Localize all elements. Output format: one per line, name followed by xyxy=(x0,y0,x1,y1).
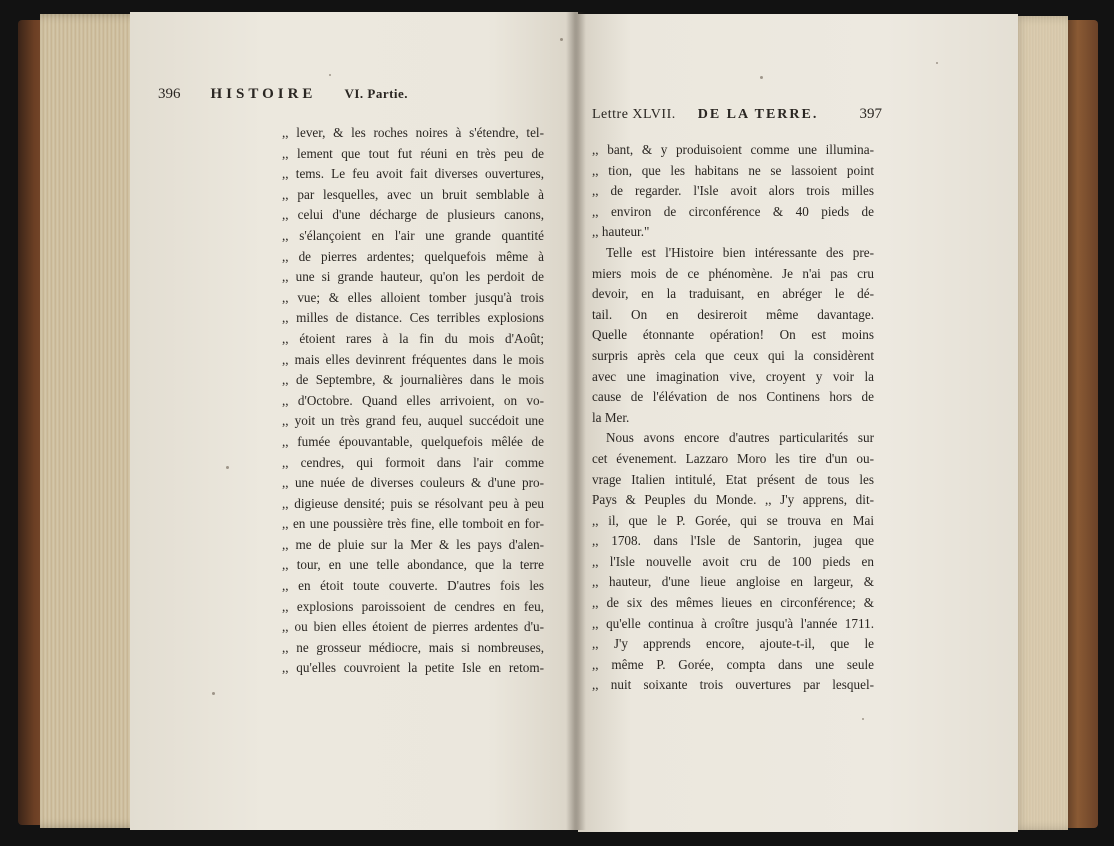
text-line: ,, il, que le P. Gorée, qui se trouva en Mai xyxy=(592,512,874,528)
text-line: ,, tour, en une telle abondance, que la terre xyxy=(282,557,544,573)
text-line: tail. On en desireroit même davantage. xyxy=(592,306,874,322)
text-line: ,, lever, & les roches noires à s'étendre, tel- xyxy=(282,125,544,140)
text-line: ,, environ de circonférence & 40 pieds de xyxy=(592,203,874,219)
right-page-header xyxy=(592,106,882,123)
text-line: ,, une si grande hauteur, qu'on les perdoit de xyxy=(282,269,544,285)
text-line: ,, vue; & elles alloient tomber jusqu'à trois xyxy=(282,289,544,305)
paper-speck xyxy=(760,76,763,79)
text-line: ,, lement que tout fut réuni en très peu de xyxy=(282,145,544,161)
text-line: cause de l'élévation de nos Continens hors de xyxy=(592,389,874,405)
text-line: ,, de Septembre, & journalières dans le mois xyxy=(282,372,544,388)
text-line: ,, tems. Le feu avoit fait diverses ouvertures, xyxy=(282,166,544,182)
letter-label: Lettre XLVII. xyxy=(592,107,676,122)
text-line: ,, de regarder. l'Isle avoit alors trois milles xyxy=(592,183,874,199)
text-line: ,, qu'elles couvroient la petite Isle en retom- xyxy=(282,660,544,676)
text-line: ,, par lesquelles, avec un bruit semblable à xyxy=(282,186,544,202)
text-line: ,, l'Isle nouvelle avoit cru de 100 pieds en xyxy=(592,553,874,569)
page-number: 397 xyxy=(859,106,882,122)
text-line: ,, s'élançoient en l'air une grande quantité xyxy=(282,227,544,243)
text-line: ,, tion, que les habitans ne se lassoient point xyxy=(592,162,874,178)
text-line: ,, en une poussière très fine, elle tomboit en for- xyxy=(282,516,544,532)
text-line: vrage Italien intitulé, Etat présent de tous les xyxy=(592,471,874,487)
text-line: ,, milles de distance. Ces terribles explosions xyxy=(282,310,544,326)
part-label: VI. Partie. xyxy=(344,86,409,101)
text-line: Telle est l'Histoire bien intéressante des pre- xyxy=(606,244,874,260)
text-line: devoir, en la traduisant, en abréger le dé- xyxy=(592,286,874,302)
text-line: ,, même P. Gorée, compta dans une seule xyxy=(592,656,874,672)
text-line: Nous avons encore d'autres particularités sur xyxy=(606,430,874,446)
text-line: ,, en étoit toute couverte. D'autres fois les xyxy=(282,578,544,594)
text-line: ,, qu'elle continua à croître jusqu'à l'année 1711. xyxy=(592,615,874,631)
text-line: Quelle étonnante opération! On est moins xyxy=(592,327,874,343)
text-line: ,, me de pluie sur la Mer & les pays d'alen- xyxy=(282,536,544,552)
page-number: 396 xyxy=(158,86,181,102)
text-line: ,, ou bien elles étoient de pierres ardentes d'u- xyxy=(282,619,544,635)
text-line: ,, celui d'une décharge de plusieurs canons, xyxy=(282,207,544,223)
text-line: ,, explosions paroissoient de cendres en feu, xyxy=(282,598,544,614)
page-edges-right xyxy=(1012,16,1068,830)
paper-speck xyxy=(329,74,331,76)
book-cover-right xyxy=(1064,20,1098,828)
text-line: ,, de pierres ardentes; quelquefois même à xyxy=(282,248,544,264)
text-line: ,, bant, & y produisoient comme une illumina- xyxy=(592,142,874,157)
running-title: DE LA TERRE. xyxy=(697,107,819,122)
text-line: Pays & Peuples du Monde. ,, J'y apprens, dit- xyxy=(592,492,874,508)
text-line: ,, hauteur." xyxy=(592,224,650,240)
text-line: ,, une nuée de diverses couleurs & d'une pro- xyxy=(282,475,544,491)
text-line: ,, yoit un très grand feu, auquel succédoit une xyxy=(282,413,544,429)
paper-speck xyxy=(212,692,215,695)
text-line: ,, mais elles devinrent fréquentes dans le mois xyxy=(282,351,544,367)
left-page-header xyxy=(158,86,558,103)
paper-speck xyxy=(862,718,864,720)
text-line: ,, étoient rares à la fin du mois d'Août; xyxy=(282,330,544,346)
left-page-text xyxy=(282,123,544,679)
text-line: ,, digieuse densité; puis se résolvant peu à peu xyxy=(282,495,544,511)
text-line: cet évenement. Lazzaro Moro les tire d'un ou- xyxy=(592,450,874,466)
text-line: ,, cendres, qui formoit dans l'air comme xyxy=(282,454,544,470)
text-line: surpris après cela que ceux qui la considèrent xyxy=(592,347,874,363)
text-line: ,, hauteur, d'une lieue angloise en largeur, & xyxy=(592,574,874,590)
text-line: ,, d'Octobre. Quand elles arrivoient, on vo- xyxy=(282,392,544,408)
paper-speck xyxy=(226,466,229,469)
text-line: ,, J'y apprends encore, ajoute-t-il, que le xyxy=(592,636,874,652)
text-line: miers mois de ce phénomène. Je n'ai pas cru xyxy=(592,265,874,281)
text-line: avec une imagination vive, croyent y voir la xyxy=(592,368,874,384)
text-line: la Mer. xyxy=(592,409,630,425)
text-line: ,, 1708. dans l'Isle de Santorin, jugea que xyxy=(592,533,874,549)
book-gutter xyxy=(566,12,586,830)
text-line: ,, de six des mêmes lieues en circonférence; & xyxy=(592,595,874,611)
paper-speck xyxy=(560,38,563,41)
paper-speck xyxy=(936,62,938,64)
running-title: HISTOIRE xyxy=(210,86,317,102)
text-line: ,, fumée épouvantable, quelquefois mêlée de xyxy=(282,433,544,449)
text-line: ,, nuit soixante trois ouvertures par lesquel- xyxy=(592,677,874,693)
text-line: ,, ne grosseur médiocre, mais si nombreuses, xyxy=(282,639,544,655)
right-page-text xyxy=(592,140,874,696)
